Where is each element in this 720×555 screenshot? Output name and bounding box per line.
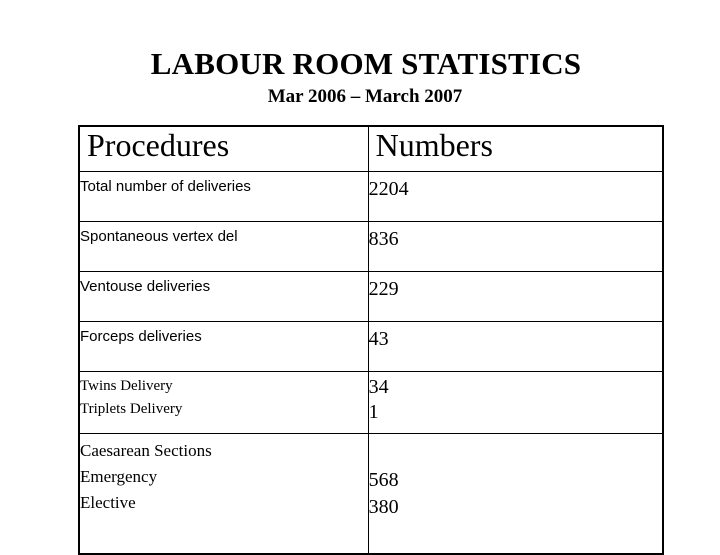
header-numbers: Numbers [368, 126, 663, 172]
row-label: Emergency [80, 467, 158, 486]
row-label-group [79, 434, 368, 555]
row-value-group [368, 372, 663, 434]
row-value-group [368, 434, 663, 555]
table-row [79, 272, 663, 322]
table-header-row [79, 126, 663, 172]
row-label-group [79, 372, 368, 434]
statistics-table [78, 125, 664, 555]
row-value: 229 [368, 272, 663, 322]
row-label: Caesarean Sections [80, 441, 212, 460]
table-row [79, 434, 663, 555]
row-label: Total number of deliveries [79, 172, 368, 222]
row-label: Spontaneous vertex del [79, 222, 368, 272]
row-label: Forceps deliveries [79, 322, 368, 372]
row-value: 2204 [368, 172, 663, 222]
table-row [79, 222, 663, 272]
table-row [79, 172, 663, 222]
row-label: Triplets Delivery [80, 401, 183, 417]
row-value: 568 [368, 469, 399, 491]
table-row [79, 322, 663, 372]
row-value: 1 [368, 401, 379, 423]
row-label: Twins Delivery [80, 378, 173, 394]
row-label: Elective [80, 493, 136, 512]
row-value: 34 [368, 376, 389, 398]
row-label: Ventouse deliveries [79, 272, 368, 322]
row-value: 43 [368, 322, 663, 372]
page-title: LABOUR ROOM STATISTICS [150, 46, 582, 81]
row-value: 836 [368, 222, 663, 272]
row-value: 380 [368, 496, 399, 518]
page-subtitle: Mar 2006 – March 2007 [267, 86, 463, 107]
table-row [79, 372, 663, 434]
header-procedures: Procedures [79, 126, 368, 172]
